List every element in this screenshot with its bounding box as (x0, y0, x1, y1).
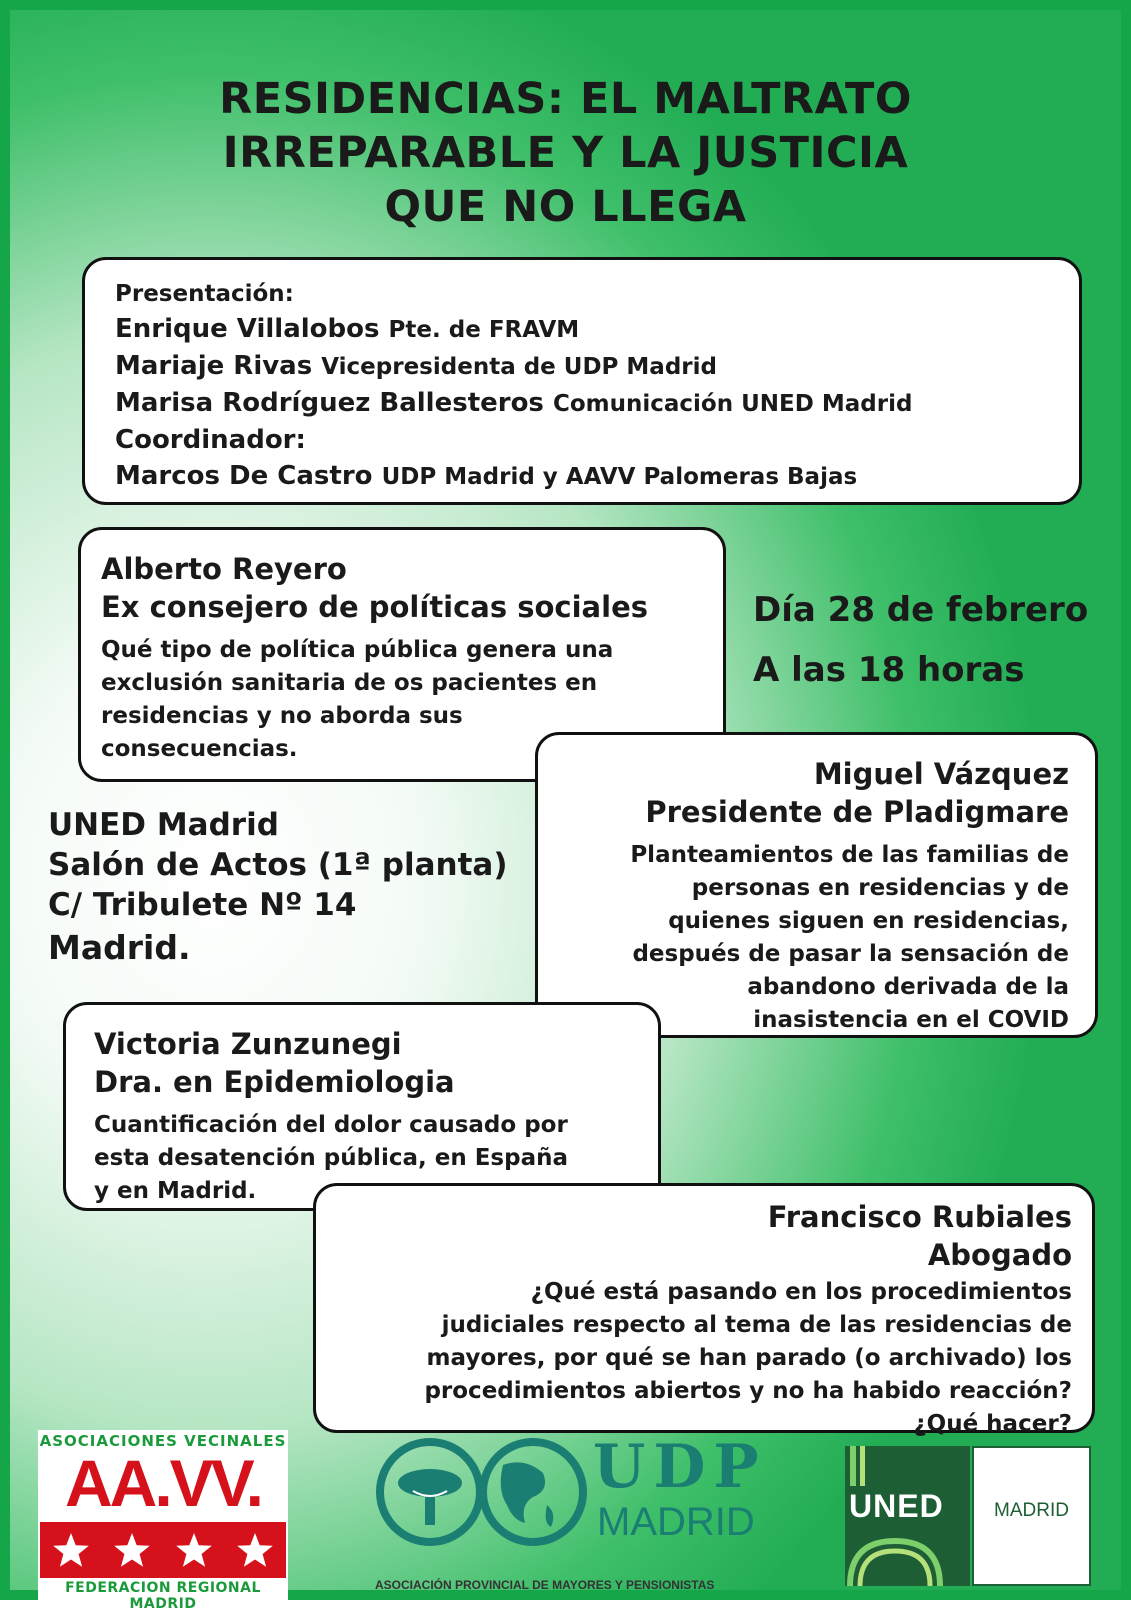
text-line: Cuantificación del dolor causado por (94, 1112, 568, 1138)
speaker-name: Mariaje Rivas (115, 351, 313, 381)
text-line: después de pasar la sensación de (632, 941, 1069, 967)
text-line: judiciales respecto al tema de las residencias de (441, 1312, 1072, 1338)
udp-logo-city: MADRID (597, 1500, 755, 1544)
speaker-role: Ex consejero de políticas sociales (101, 590, 648, 624)
text-line: inasistencia en el COVID (753, 1007, 1069, 1033)
text-line: abandono derivada de la (747, 974, 1069, 1000)
text-line: mayores, por qué se han parado (o archivado) los (426, 1345, 1072, 1371)
date-time: A las 18 horas (753, 650, 1025, 690)
uned-logo-city: MADRID (994, 1500, 1069, 1521)
udp-logo-word: UDP (593, 1432, 767, 1502)
presentation-box (82, 257, 1082, 505)
presentation-label: Presentación: (115, 281, 294, 307)
speaker-name: Miguel Vázquez (813, 757, 1069, 791)
text-line: procedimientos abiertos y no ha habido reacción? (424, 1378, 1072, 1404)
udp-logo-caption: ASOCIACIÓN PROVINCIAL DE MAYORES Y PENSIONISTAS (375, 1578, 715, 1592)
text-line: Qué tipo de política pública genera una (101, 637, 614, 663)
uned-logo-dark-panel (845, 1446, 970, 1586)
text-line: residencias y no aborda sus (101, 703, 463, 729)
speaker-role: Comunicación UNED Madrid (552, 391, 913, 417)
victoria-box (63, 1002, 661, 1211)
aavv-logo-mark: AA.VV. (65, 1446, 261, 1520)
speaker-name: Enrique Villalobos (115, 314, 380, 344)
poster-title (130, 72, 1001, 234)
star-icon (235, 1530, 275, 1570)
speaker-name: Victoria Zunzunegi (94, 1027, 402, 1061)
speaker-role: Dra. en Epidemiologia (94, 1065, 455, 1099)
venue-street: C/ Tribulete Nº 14 (48, 887, 357, 923)
uned-logo-word: UNED (849, 1488, 944, 1524)
speaker-name: Alberto Reyero (101, 552, 347, 586)
text-line: exclusión sanitaria de os pacientes en (101, 670, 598, 696)
speaker-role: Pte. de FRAVM (388, 317, 580, 343)
text-line: esta desatención pública, en España (94, 1145, 568, 1171)
event-date (753, 580, 1088, 700)
text-line: y en Madrid. (94, 1178, 257, 1204)
title-line: RESIDENCIAS: EL MALTRATO (219, 74, 912, 124)
text-line: personas en residencias y de (691, 875, 1069, 901)
logo-strip (10, 1430, 1121, 1612)
aavv-logo-top: ASOCIACIONES VECINALES (39, 1432, 287, 1450)
aavv-logo (38, 1430, 288, 1612)
star-icon (112, 1530, 152, 1570)
uned-logo (845, 1446, 1091, 1586)
venue-city: Madrid. (48, 928, 191, 967)
star-icon (51, 1530, 91, 1570)
text-line: Planteamientos de las familias de (630, 842, 1069, 868)
coordinator-line (115, 458, 1049, 495)
speaker-role: Abogado (927, 1238, 1072, 1272)
speaker-line (115, 385, 1049, 422)
title-line: QUE NO LLEGA (384, 182, 747, 232)
coordinator-label: Coordinador: (115, 425, 306, 455)
francisco-box (313, 1183, 1095, 1437)
uned-logo-light-panel (972, 1446, 1091, 1586)
speaker-name: Francisco Rubiales (767, 1200, 1072, 1234)
text-line: consecuencias. (101, 736, 298, 762)
udp-emblem-icon (375, 1435, 590, 1550)
udp-logo (375, 1430, 795, 1600)
speaker-name: Marisa Rodríguez Ballesteros (115, 388, 544, 418)
title-line: IRREPARABLE Y LA JUSTICIA (222, 128, 909, 178)
text-line: quienes siguen en residencias, (668, 908, 1069, 934)
speaker-line (115, 311, 1049, 348)
miguel-box (535, 732, 1098, 1038)
text-line: ¿Qué está pasando en los procedimientos (530, 1279, 1072, 1305)
madrid-stars (40, 1522, 286, 1578)
speaker-line (115, 348, 1049, 385)
venue (48, 805, 508, 971)
date-day: Día 28 de febrero (753, 590, 1089, 630)
speaker-role: Vicepresidenta de UDP Madrid (321, 354, 717, 380)
talk-description (336, 1276, 1072, 1441)
speaker-role: Presidente de Pladigmare (645, 795, 1069, 829)
text-line: ¿Qué hacer? (913, 1411, 1072, 1437)
coordinator-name: Marcos De Castro (115, 461, 373, 491)
star-icon (174, 1530, 214, 1570)
coordinator-role: UDP Madrid y AAVV Palomeras Bajas (381, 464, 858, 490)
aavv-logo-bottom: FEDERACION REGIONAL MADRID (65, 1580, 261, 1612)
venue-place: UNED Madrid (48, 807, 279, 843)
venue-room: Salón de Actos (1ª planta) (48, 847, 508, 883)
